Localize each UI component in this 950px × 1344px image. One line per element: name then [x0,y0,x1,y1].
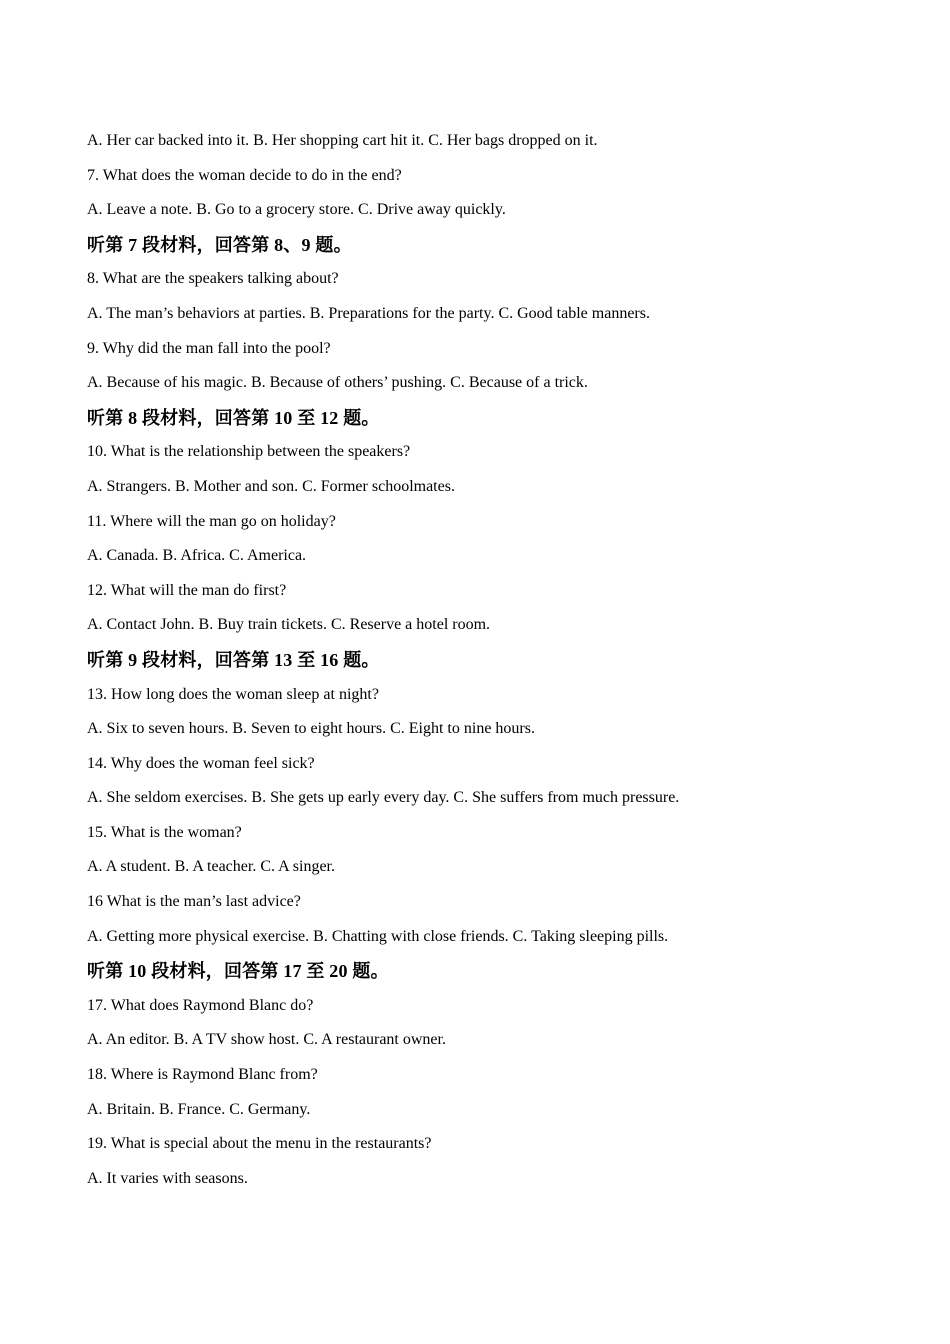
answer-options: A. Britain. B. France. C. Germany. [87,1100,311,1118]
question: 11. Where will the man go on holiday? [87,512,336,530]
answer-options: A. Strangers. B. Mother and son. C. Former schoolmates. [87,477,455,495]
answer-options: A. The man’s behaviors at parties. B. Preparations for the party. C. Good table manners. [87,304,650,322]
section-heading: 听第 7 段材料，回答第 8、9 题。 [87,234,352,255]
section-heading: 听第 8 段材料，回答第 10 至 12 题。 [87,407,380,428]
answer-options: A. Contact John. B. Buy train tickets. C. Reserve a hotel room. [87,616,491,634]
question: 19. What is special about the menu in the restaurants? [87,1135,432,1153]
question: 16 What is the man’s last advice? [87,893,301,911]
answer-options: A. Because of his magic. B. Because of others’ pushing. C. Because of a trick. [87,374,588,392]
answer-options: A. It varies with seasons. [87,1169,248,1187]
question: 18. Where is Raymond Blanc from? [87,1066,318,1084]
section-heading: 听第 9 段材料，回答第 13 至 16 题。 [87,649,380,670]
question: 10. What is the relationship between the speakers? [87,443,411,461]
answer-options: A. Canada. B. Africa. C. America. [87,547,307,565]
answer-options: A. A student. B. A teacher. C. A singer. [87,858,335,876]
question: 13. How long does the woman sleep at night? [87,685,379,703]
question: 14. Why does the woman feel sick? [87,754,315,772]
question: 12. What will the man do first? [87,581,287,599]
answer-options: A. Getting more physical exercise. B. Chatting with close friends. C. Taking sleeping pills. [87,927,669,945]
answer-options: A. Her car backed into it. B. Her shopping cart hit it. C. Her bags dropped on it. [87,132,598,149]
question: 17. What does Raymond Blanc do? [87,996,314,1014]
question: 8. What are the speakers talking about? [87,270,339,288]
question: 7. What does the woman decide to do in the end? [87,166,402,184]
question: 15. What is the woman? [87,823,242,841]
document-page [87,124,887,1196]
question: 9. Why did the man fall into the pool? [87,339,331,357]
answer-options: A. Leave a note. B. Go to a grocery store. C. Drive away quickly. [87,201,506,219]
answer-options: A. An editor. B. A TV show host. C. A restaurant owner. [87,1031,446,1049]
answer-options: A. She seldom exercises. B. She gets up early every day. C. She suffers from much pressure. [87,789,680,807]
answer-options: A. Six to seven hours. B. Seven to eight hours. C. Eight to nine hours. [87,720,535,738]
section-heading: 听第 10 段材料，回答第 17 至 20 题。 [87,961,389,982]
